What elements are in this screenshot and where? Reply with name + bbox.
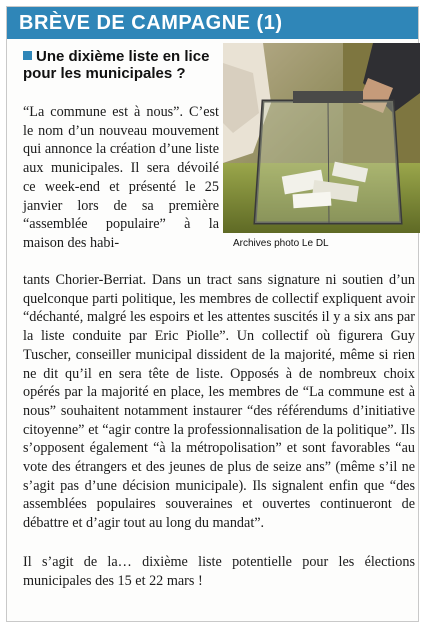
article-body-column: “La commune est à nous”. C’est le nom d’un nouveau mouvement qui annonce la création d’une liste aux municipales. Il sera dévoilé ce week-end et présenté le 25 janvier lors de sa première “assemblée populaire” à la maison des habi-	[23, 104, 219, 251]
article-card	[6, 6, 419, 622]
article-conclusion: Il s’agit de la… dixième liste potentielle pour les élections municipales des 15 et 22 mars !	[23, 554, 415, 589]
photo-credit: Archives photo Le DL	[233, 238, 329, 249]
article-photo	[223, 43, 420, 233]
ballot-box-photo-icon	[223, 43, 420, 233]
article-headline	[23, 48, 219, 82]
section-banner: BRÈVE DE CAMPAGNE (1)	[7, 7, 418, 39]
bullet-square-icon	[23, 51, 32, 60]
article-body-full: tants Chorier-Berriat. Dans un tract sans signature ni soutien d’un quelconque parti politique, les membres de collectif expliquent avoir “déchanté, malgré les espoirs et les attentes suscités il y a six ans par la liste conduite par Eric Piolle”. Un collectif où figurera Guy Tuscher, conseiller municipal dissident de la majorité, même si rien ne dit qu’il en sera tête de liste. Opposés à de nombreux choix opérés par la majorité en place, les membres de “La commune est à nous” souhaitent notamment instaurer “des référendums d’initiative citoyenne” et “agir contre la professionnalisation de la politique”. Ils s’opposent également “à la métropolisation” et sont favorables “au vote des étrangers et des jeunes de plus de seize ans” (même s’il ne s’agit pas d’une décision municipale). Ils signalent enfin que “des assemblées populaires souveraines et ouvertes continueront de débattre et d’agir tout au long du mandat”.	[23, 272, 415, 532]
headline-text: Une dixième liste en lice pour les municipales ?	[23, 48, 210, 82]
